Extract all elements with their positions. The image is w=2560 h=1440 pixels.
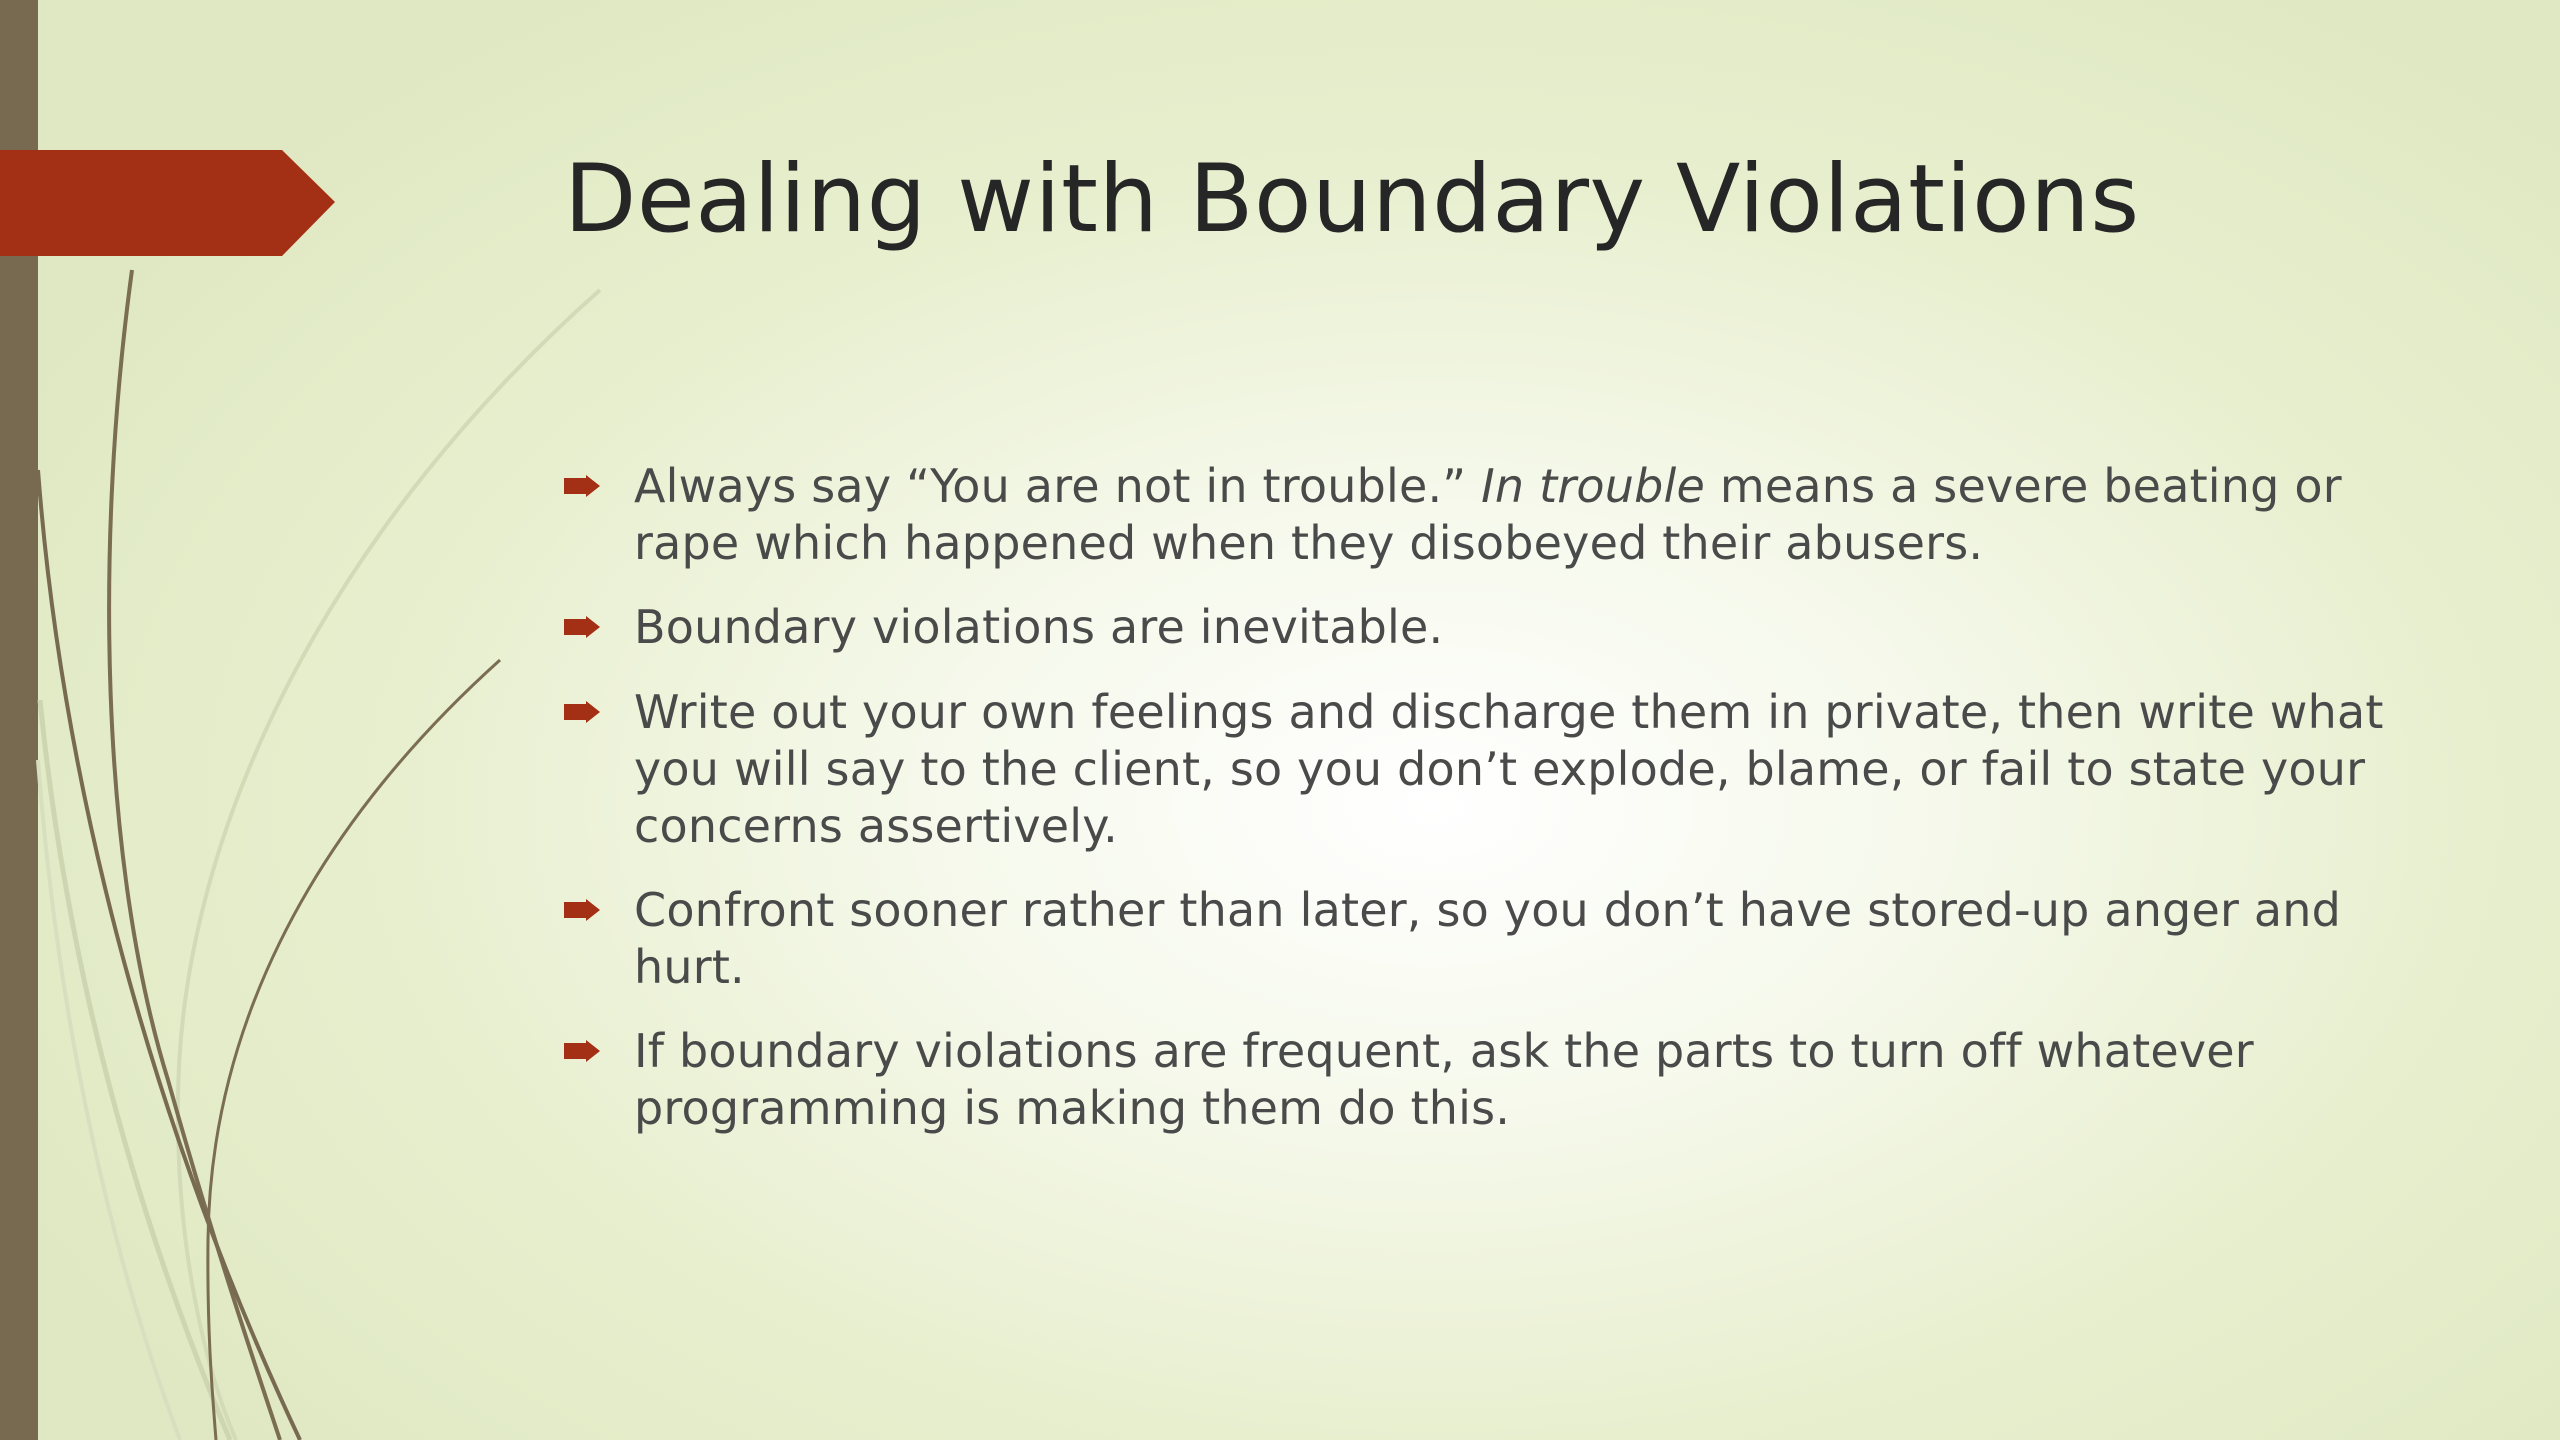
bullet-list (564, 458, 2384, 1164)
bullet-item-4 (564, 882, 2384, 996)
bullet-text-part: means a severe beating or rape which happened when they disobeyed their abusers. (634, 459, 2342, 570)
decor-curve-light-1 (178, 290, 600, 1440)
bullet-item-3 (564, 684, 2384, 855)
arrow-bullet-icon (564, 882, 634, 940)
bullet-item-2 (564, 599, 2384, 657)
slide-title: Dealing with Boundary Violations (564, 145, 2140, 254)
bullet-text: Boundary violations are inevitable. (634, 600, 1444, 654)
decor-curve-dark-3 (208, 660, 500, 1440)
bullet-text: Confront sooner rather than later, so you don’t have stored-up anger and hurt. (634, 883, 2342, 994)
bullet-item-5 (564, 1023, 2384, 1137)
arrow-bullet-icon (564, 458, 634, 516)
arrow-bullet-icon (564, 1023, 634, 1081)
bullet-item-1 (564, 458, 2384, 572)
bullet-text: If boundary violations are frequent, ask the parts to turn off whatever programming is making them do this. (634, 1024, 2254, 1135)
arrow-bullet-icon (564, 599, 634, 657)
decor-curve-dark-1 (109, 270, 280, 1440)
arrow-bullet-icon (564, 684, 634, 742)
bullet-text: Write out your own feelings and discharge them in private, then write what you will say to the client, so you don’t explode, blame, or fail to state your concerns assertively. (634, 685, 2384, 853)
bullet-text-part: Always say “You are not in trouble.” (634, 459, 1482, 513)
bullet-text-emphasis: In trouble (1481, 459, 1705, 513)
title-accent-tag (0, 150, 335, 256)
bullet-text (634, 458, 2384, 572)
